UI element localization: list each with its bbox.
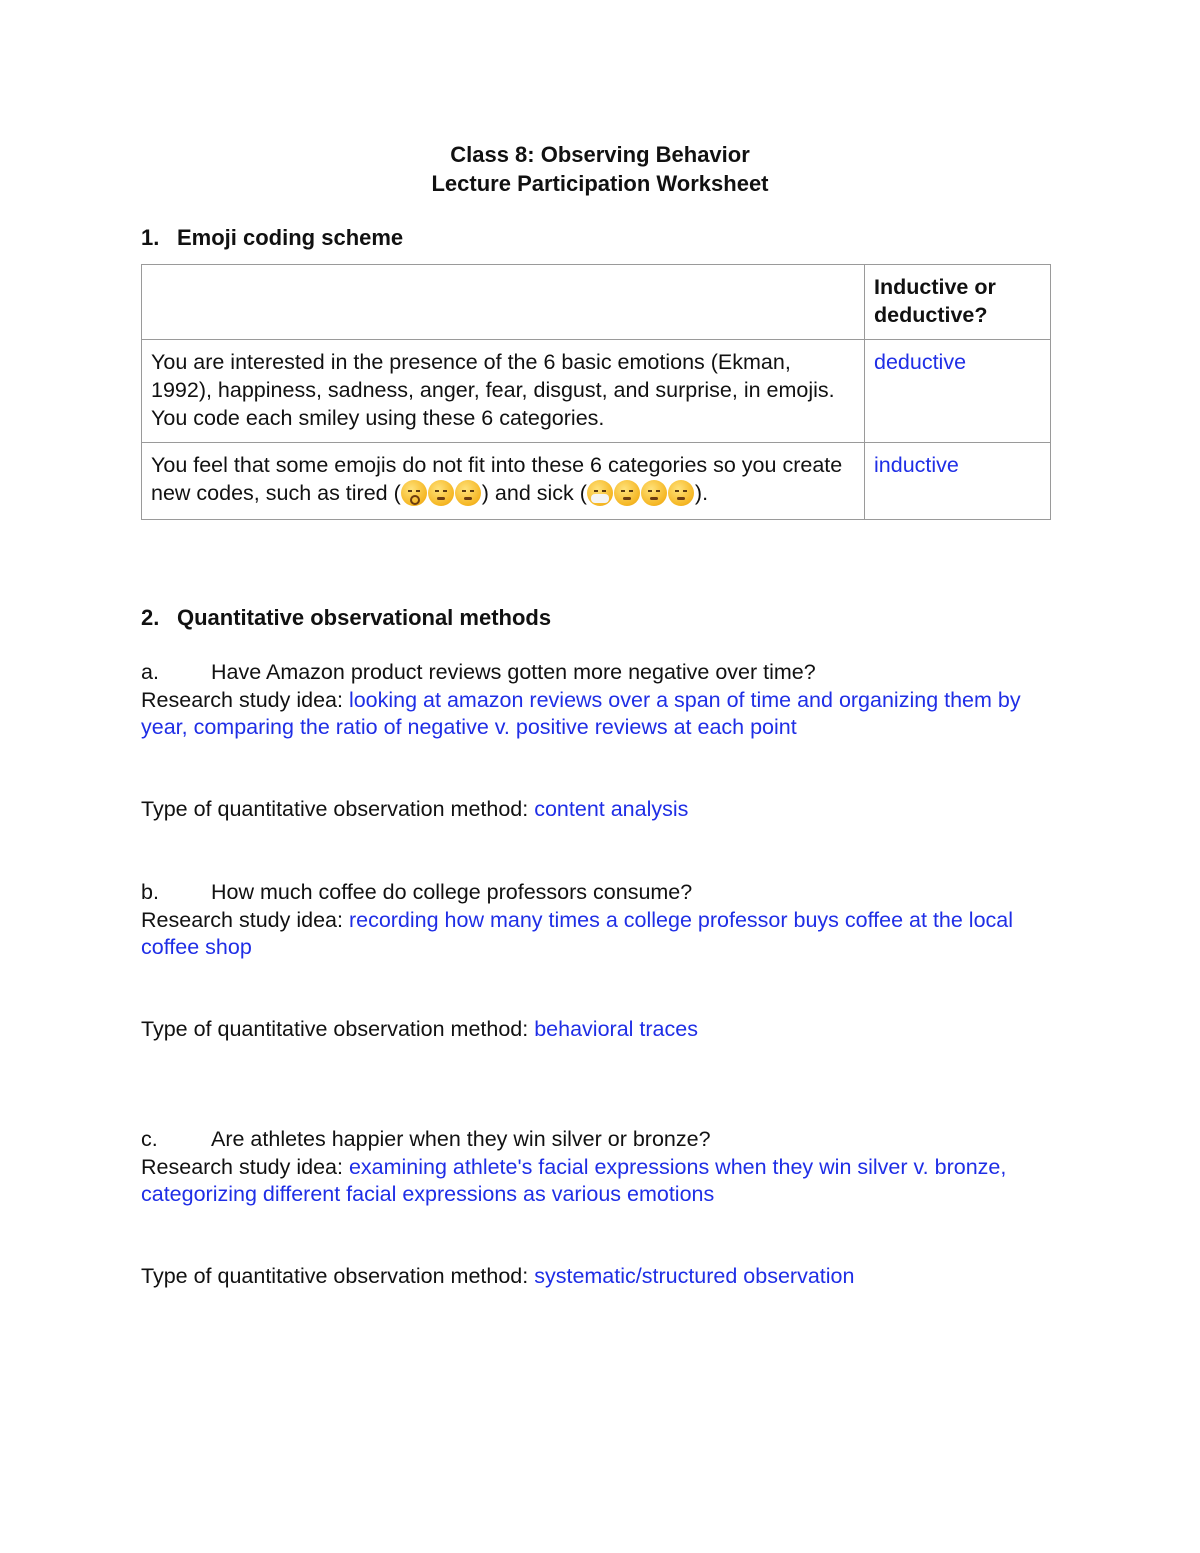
question-b-block (141, 879, 1061, 962)
row-2-text-part1: You feel that some emojis do not fit into these 6 categories so you create new codes, such as tired ( (151, 453, 843, 505)
question-b-text: How much coffee do college professors consume? (211, 880, 693, 904)
sleeping-face-icon (401, 480, 427, 506)
table-row-2-text (142, 443, 865, 520)
table-row-1-text: You are interested in the presence of the 6 basic emotions (Ekman, 1992), happiness, sadness, anger, fear, disgust, and surprise, in emojis. You code each smiley using these 6 categories. (142, 340, 865, 443)
type-prefix: Type of quantitative observation method: (141, 1264, 535, 1288)
question-c-label: c. (141, 1127, 158, 1151)
title-block (0, 140, 1200, 198)
section-2-heading (141, 605, 551, 631)
row-2-text-part2: ) and sick ( (481, 481, 587, 505)
thermometer-face-icon (614, 480, 640, 506)
question-c-idea-answer: examining athlete's facial expressions when they win silver v. bronze, categorizing different facial expressions as various emotions (141, 1154, 1007, 1206)
question-b-idea (141, 907, 1061, 962)
section-2-title: Quantitative observational methods (177, 605, 552, 630)
question-a-method-answer: content analysis (534, 797, 689, 821)
sleepy-face-icon (455, 480, 481, 506)
page-title: Class 8: Observing Behavior (450, 142, 750, 167)
table-row (142, 443, 1051, 520)
table-row-1-answer: deductive (865, 340, 1051, 443)
sneezing-face-icon (668, 480, 694, 506)
question-c-block (141, 1126, 1061, 1209)
question-b-label: b. (141, 880, 159, 904)
type-prefix: Type of quantitative observation method: (141, 797, 535, 821)
question-c-idea (141, 1154, 1061, 1209)
question-a-text: Have Amazon product reviews gotten more negative over time? (211, 660, 816, 684)
table-row-2-answer: inductive (865, 443, 1051, 520)
question-a-label: a. (141, 660, 159, 684)
question-b-method-answer: behavioral traces (534, 1017, 698, 1041)
question-c-method-answer: systematic/structured observation (534, 1264, 855, 1288)
section-1-heading (141, 225, 403, 251)
emoji-coding-table (141, 264, 1051, 520)
question-b-method (141, 1017, 698, 1042)
question-c-method (141, 1264, 854, 1289)
type-prefix: Type of quantitative observation method: (141, 1017, 535, 1041)
nauseated-face-icon (641, 480, 667, 506)
idea-prefix: Research study idea: (141, 687, 349, 712)
question-a-method (141, 797, 688, 822)
mask-face-icon (587, 480, 613, 506)
table-row (142, 340, 1051, 443)
table-column-header: Inductive or deductive? (865, 265, 1051, 340)
question-b (141, 879, 1061, 907)
question-a-idea (141, 687, 1061, 742)
question-b-idea-answer: recording how many times a college professor buys coffee at the local coffee shop (141, 907, 1014, 959)
question-c-text: Are athletes happier when they win silver or bronze? (211, 1127, 711, 1151)
idea-prefix: Research study idea: (141, 907, 349, 932)
question-a-block (141, 659, 1061, 742)
section-1-number: 1. (141, 225, 160, 250)
section-2-number: 2. (141, 605, 160, 630)
question-a-idea-answer: looking at amazon reviews over a span of time and organizing them by year, comparing the ratio of negative v. positive reviews at each point (141, 687, 1021, 739)
question-a (141, 659, 1061, 687)
row-2-text-part3: ). (694, 481, 709, 505)
table-header-empty-cell (142, 265, 865, 340)
table-header-row (142, 265, 1051, 340)
page-subtitle: Lecture Participation Worksheet (431, 171, 769, 196)
idea-prefix: Research study idea: (141, 1154, 349, 1179)
question-c (141, 1126, 1061, 1154)
section-1-title: Emoji coding scheme (177, 225, 404, 250)
tired-face-icon (428, 480, 454, 506)
